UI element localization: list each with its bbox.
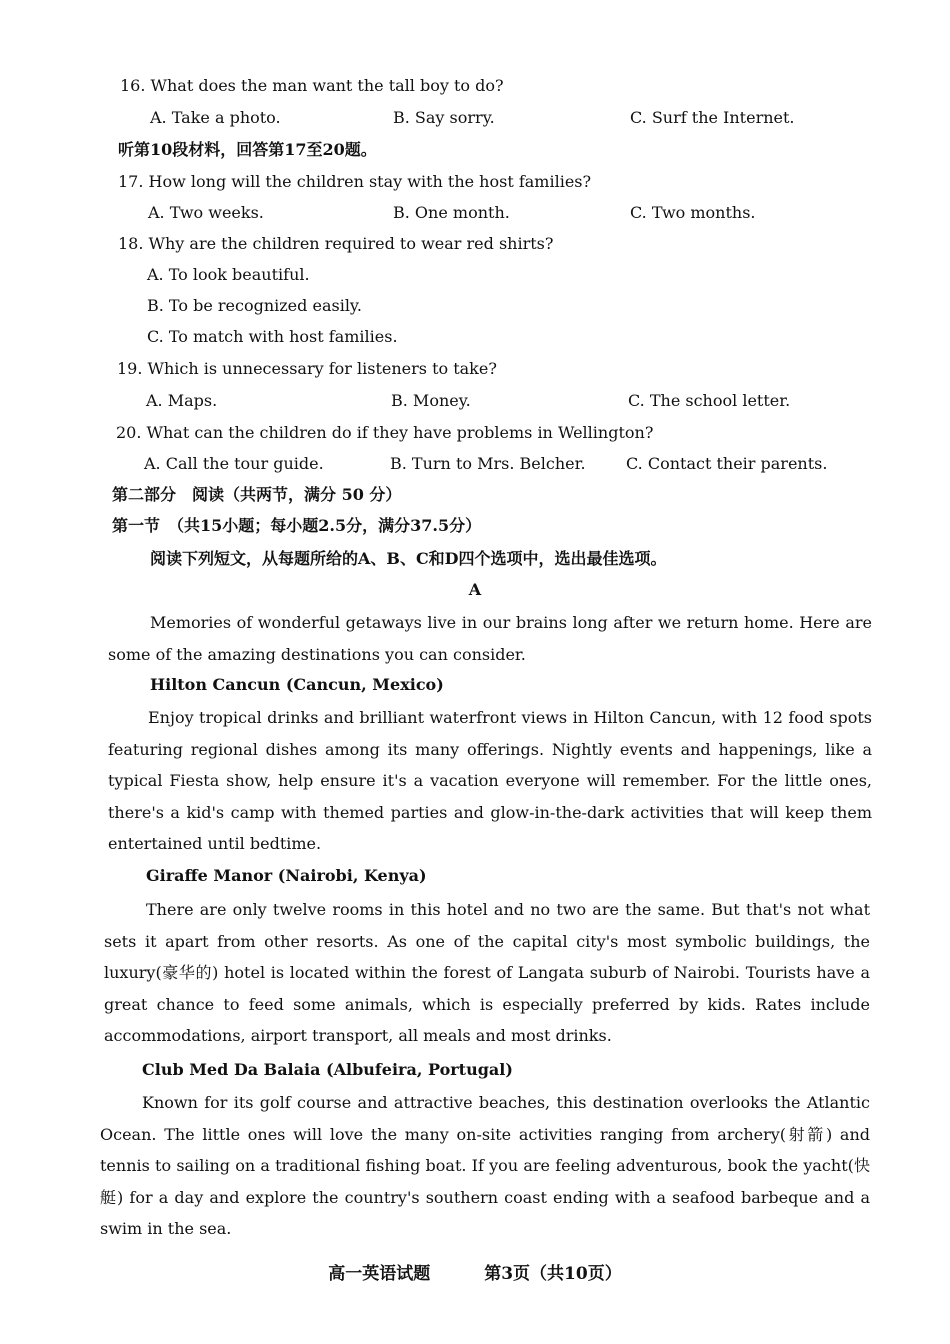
- q17-option-a: A. Two weeks.: [148, 203, 264, 222]
- q16-option-a: A. Take a photo.: [150, 108, 281, 127]
- hilton-paragraph: Enjoy tropical drinks and brilliant waterfront views in Hilton Cancun, with 12 food spots featuring regional dishes among its many offerings. Nightly events and happenings, like a typical Fiesta show, help ensure it's a vacation everyone will remember. For the little ones, there's a kid's camp with themed parties and glow-in-the-dark activities that will keep them entertained until bedtime.: [108, 708, 872, 853]
- instruction-passage-10: 听第10段材料，回答第17至20题。: [118, 140, 377, 159]
- q17-option-c: C. Two months.: [630, 203, 756, 222]
- giraffe-title: Giraffe Manor (Nairobi, Kenya): [146, 866, 427, 885]
- q16-option-b: B. Say sorry.: [393, 108, 495, 127]
- clubmed-title: Club Med Da Balaia (Albufeira, Portugal): [142, 1060, 513, 1079]
- section1-instruction: 阅读下列短文，从每题所给的A、B、C和D四个选项中，选出最佳选项。: [150, 549, 667, 568]
- q20-option-a: A. Call the tour guide.: [144, 454, 324, 473]
- question-20: 20. What can the children do if they have problems in Wellington?: [116, 423, 654, 442]
- q20-option-b: B. Turn to Mrs. Belcher.: [390, 454, 586, 473]
- q17-option-b: B. One month.: [393, 203, 510, 222]
- q18-option-c: C. To match with host families.: [147, 327, 398, 346]
- part2-title: 第二部分 阅读（共两节，满分 50 分）: [112, 485, 402, 504]
- question-18: 18. Why are the children required to wear red shirts?: [118, 234, 554, 253]
- hilton-title: Hilton Cancun (Cancun, Mexico): [150, 675, 444, 694]
- q18-option-b: B. To be recognized easily.: [147, 296, 362, 315]
- question-16: 16. What does the man want the tall boy to do?: [120, 76, 504, 95]
- q19-option-a: A. Maps.: [146, 391, 218, 410]
- clubmed-paragraph: Known for its golf course and attractive beaches, this destination overlooks the Atlantic Ocean. The little ones will love the many on-site activities ranging from archery(射箭) and tennis to sailing on a traditional fishing boat. If you are feeling adventurous, book the yacht(快艇) for a day and explore the country's southern coast ending with a seafood barbeque and a swim in the sea.: [100, 1093, 870, 1238]
- q20-option-c: C. Contact their parents.: [626, 454, 828, 473]
- q16-option-c: C. Surf the Internet.: [630, 108, 795, 127]
- question-17: 17. How long will the children stay with the host families?: [118, 172, 592, 191]
- q18-option-a: A. To look beautiful.: [147, 265, 310, 284]
- q19-option-c: C. The school letter.: [628, 391, 791, 410]
- intro-paragraph: Memories of wonderful getaways live in our brains long after we return home. Here are some of the amazing destinations you can consider.: [108, 613, 872, 664]
- footer-page-number: 第3页（共10页）: [484, 1264, 622, 1284]
- footer-subject: 高一英语试题: [328, 1264, 431, 1284]
- page-footer: [0, 1259, 950, 1284]
- q19-option-b: B. Money.: [391, 391, 471, 410]
- giraffe-paragraph: There are only twelve rooms in this hotel and no two are the same. But that's not what sets it apart from other resorts. As one of the capital city's most symbolic buildings, the luxury(豪华的) hotel is located within the forest of Langata suburb of Nairobi. Tourists have a great chance to feed some animals, which is especially preferred by kids. Rates include accommodations, airport transport, all meals and most drinks.: [104, 900, 870, 1045]
- passage-label: A: [468, 580, 482, 599]
- section1-title: 第一节 （共15小题；每小题2.5分，满分37.5分）: [112, 516, 482, 535]
- question-19: 19. Which is unnecessary for listeners to take?: [117, 359, 497, 378]
